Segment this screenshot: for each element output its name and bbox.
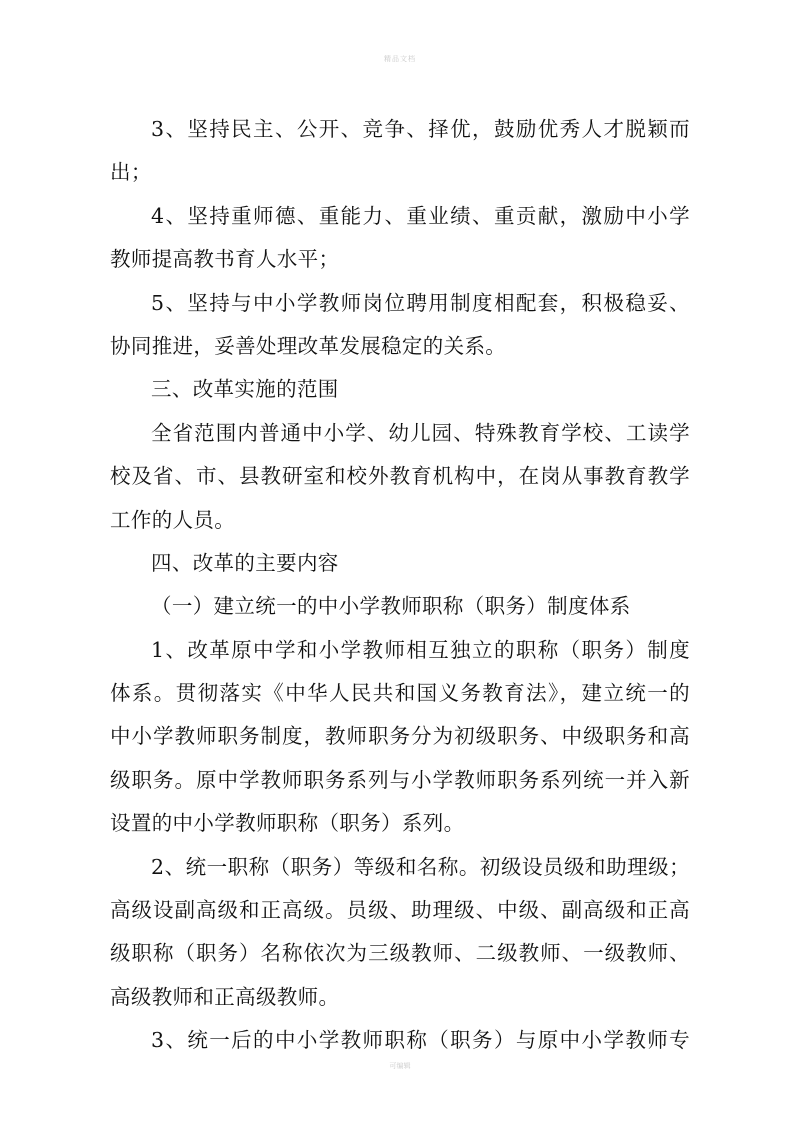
paragraph-line: 5、坚持与中小学教师岗位聘用制度相配套，积极稳妥、 [151, 290, 690, 315]
paragraph-line: 校及省、市、县教研室和校外教育机构中，在岗从事教育教学 [110, 464, 690, 489]
paragraph-line: 教师提高教书育人水平； [110, 247, 340, 272]
paragraph-line: 全省范围内普通中小学、幼儿园、特殊教育学校、工读学 [151, 420, 690, 445]
section-heading: 三、改革实施的范围 [151, 377, 339, 402]
paragraph-line: 协同推进，妥善处理改革发展稳定的关系。 [110, 333, 507, 358]
paragraph-line: 1、改革原中学和小学教师相互独立的职称（职务）制度 [151, 637, 690, 662]
paragraph-line: 4、坚持重师德、重能力、重业绩、重贡献，激励中小学 [151, 203, 690, 228]
paragraph-line: 3、坚持民主、公开、竞争、择优，鼓励优秀人才脱颖而 [151, 117, 690, 141]
paragraph-line: 3、统一后的中小学教师职称（职务）与原中小学教师专 [151, 1028, 690, 1053]
paragraph-line: 工作的人员。 [110, 507, 236, 532]
paragraph-line: 高级教师和正高级教师。 [110, 984, 340, 1009]
section-heading: 四、改革的主要内容 [151, 550, 339, 575]
paragraph-line: 出； [110, 160, 152, 185]
paragraph-line: 级职务。原中学教师职务系列与小学教师职务系列统一并入新 [110, 767, 690, 792]
subsection-heading: （一）建立统一的中小学教师职称（职务）制度体系 [151, 594, 631, 619]
header-watermark: 精品文档 [384, 55, 416, 63]
body-text [110, 108, 690, 1063]
paragraph-line: 体系。贯彻落实《中华人民共和国义务教育法》，建立统一的 [110, 681, 690, 706]
paragraph-line: 2、统一职称（职务）等级和名称。初级设员级和助理级； [151, 854, 690, 879]
paragraph-line: 级职称（职务）名称依次为三级教师、二级教师、一级教师、 [110, 941, 690, 966]
paragraph-line: 设置的中小学教师职称（职务）系列。 [110, 811, 465, 836]
footer-watermark: 可编辑 [389, 1062, 411, 1070]
paragraph-line: 高级设副高级和正高级。员级、助理级、中级、副高级和正高 [110, 898, 690, 923]
paragraph-line: 中小学教师职务制度，教师职务分为初级职务、中级职务和高 [110, 724, 690, 749]
